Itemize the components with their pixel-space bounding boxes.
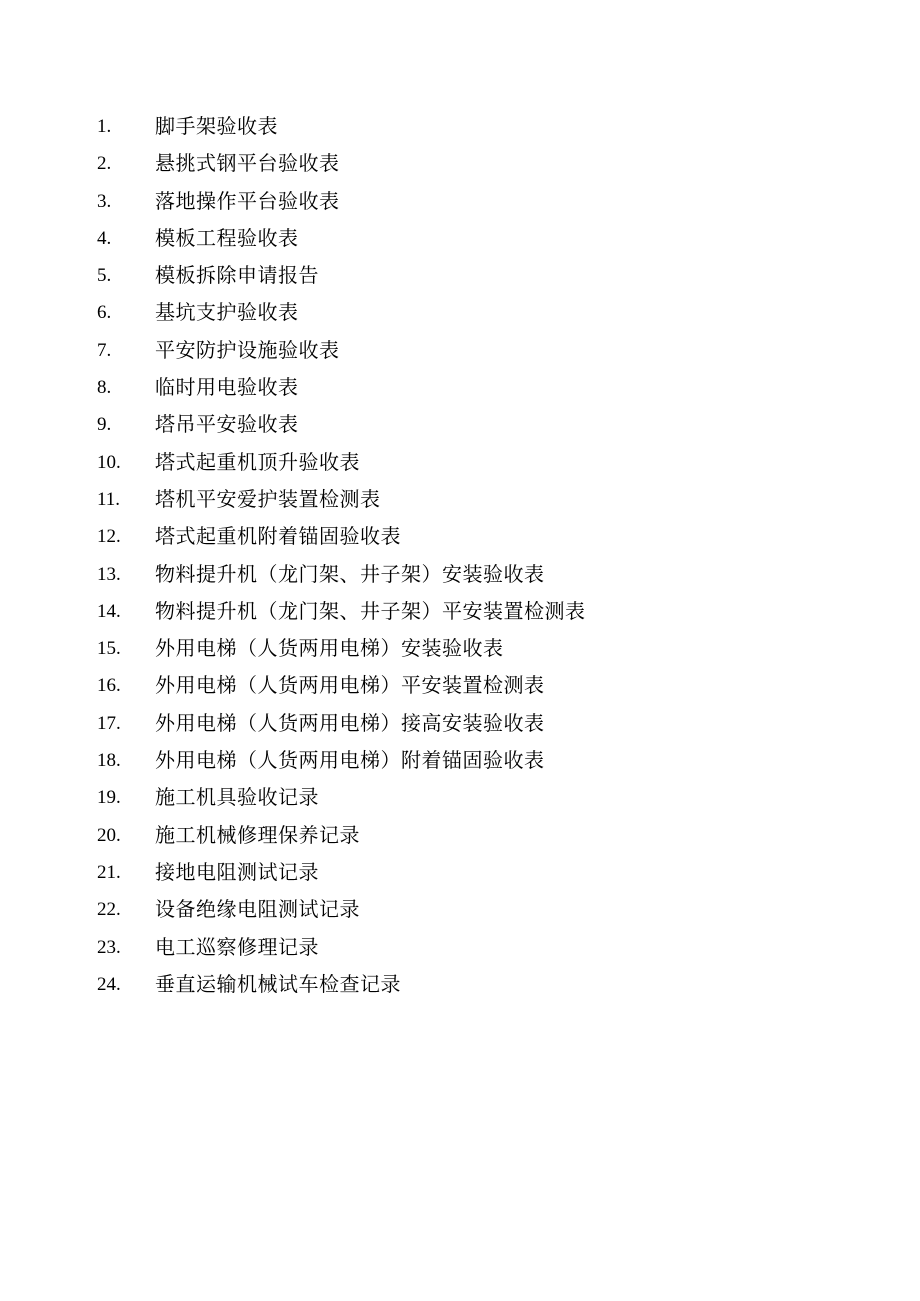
list-item xyxy=(97,705,586,742)
item-title: 物料提升机（龙门架、井子架）安装验收表 xyxy=(155,561,545,586)
item-title: 外用电梯（人货两用电梯）安装验收表 xyxy=(155,636,504,661)
item-title: 模板拆除申请报告 xyxy=(155,263,319,288)
item-number: 2. xyxy=(97,153,112,175)
list-item xyxy=(97,593,586,630)
item-number: 14. xyxy=(97,600,121,622)
item-number: 18. xyxy=(97,750,121,772)
item-title: 外用电梯（人货两用电梯）平安装置检测表 xyxy=(155,673,545,698)
item-number: 23. xyxy=(97,936,121,958)
list-item xyxy=(97,108,586,145)
item-title: 基坑支护验收表 xyxy=(155,300,299,325)
list-item xyxy=(97,332,586,369)
item-title: 垂直运输机械试车检查记录 xyxy=(155,971,401,996)
item-number: 22. xyxy=(97,899,121,921)
item-number: 10. xyxy=(97,451,121,473)
list-item xyxy=(97,481,586,518)
list-item xyxy=(97,518,586,555)
item-number: 13. xyxy=(97,563,121,585)
item-number: 21. xyxy=(97,861,121,883)
item-number: 16. xyxy=(97,675,121,697)
item-number: 8. xyxy=(97,377,112,399)
list-item xyxy=(97,556,586,593)
item-title: 临时用电验收表 xyxy=(155,375,299,400)
item-title: 脚手架验收表 xyxy=(155,114,278,138)
item-number: 24. xyxy=(97,973,121,995)
item-title: 模板工程验收表 xyxy=(155,225,299,250)
list-item xyxy=(97,966,586,1003)
item-title: 悬挑式钢平台验收表 xyxy=(155,151,340,176)
list-item xyxy=(97,630,586,667)
item-title: 平安防护设施验收表 xyxy=(155,337,340,362)
item-title: 外用电梯（人货两用电梯）接高安装验收表 xyxy=(155,710,545,735)
list-item xyxy=(97,406,586,443)
item-title: 设备绝缘电阻测试记录 xyxy=(155,897,360,922)
item-number: 17. xyxy=(97,712,121,734)
item-number: 6. xyxy=(97,302,112,324)
item-number: 1. xyxy=(97,116,112,137)
item-title: 塔吊平安验收表 xyxy=(155,412,299,437)
list-item xyxy=(97,183,586,220)
item-title: 电工巡察修理记录 xyxy=(155,934,319,959)
list-item xyxy=(97,742,586,779)
list-item xyxy=(97,220,586,257)
item-number: 4. xyxy=(97,227,112,249)
item-title: 施工机具验收记录 xyxy=(155,785,319,810)
list-item xyxy=(97,779,586,816)
item-title: 塔式起重机附着锚固验收表 xyxy=(155,524,401,549)
item-number: 11. xyxy=(97,488,121,510)
item-title: 接地电阻测试记录 xyxy=(155,859,319,884)
list-item xyxy=(97,257,586,294)
item-title: 施工机械修理保养记录 xyxy=(155,822,360,847)
list-item xyxy=(97,369,586,406)
list-item xyxy=(97,817,586,854)
item-title: 外用电梯（人货两用电梯）附着锚固验收表 xyxy=(155,748,545,773)
item-number: 7. xyxy=(97,339,112,361)
item-number: 20. xyxy=(97,824,121,846)
form-list xyxy=(97,108,586,1003)
list-item xyxy=(97,929,586,966)
item-number: 5. xyxy=(97,265,112,287)
list-item xyxy=(97,854,586,891)
item-number: 19. xyxy=(97,787,121,809)
list-item xyxy=(97,145,586,182)
item-title: 塔式起重机顶升验收表 xyxy=(155,449,360,474)
item-number: 12. xyxy=(97,526,121,548)
list-item xyxy=(97,891,586,928)
item-number: 15. xyxy=(97,638,121,660)
item-title: 塔机平安爱护装置检测表 xyxy=(155,486,381,511)
list-item xyxy=(97,667,586,704)
item-number: 9. xyxy=(97,414,112,436)
item-number: 3. xyxy=(97,190,112,212)
item-title: 物料提升机（龙门架、井子架）平安装置检测表 xyxy=(155,598,586,623)
list-item xyxy=(97,444,586,481)
list-item xyxy=(97,294,586,331)
item-title: 落地操作平台验收表 xyxy=(155,188,340,213)
